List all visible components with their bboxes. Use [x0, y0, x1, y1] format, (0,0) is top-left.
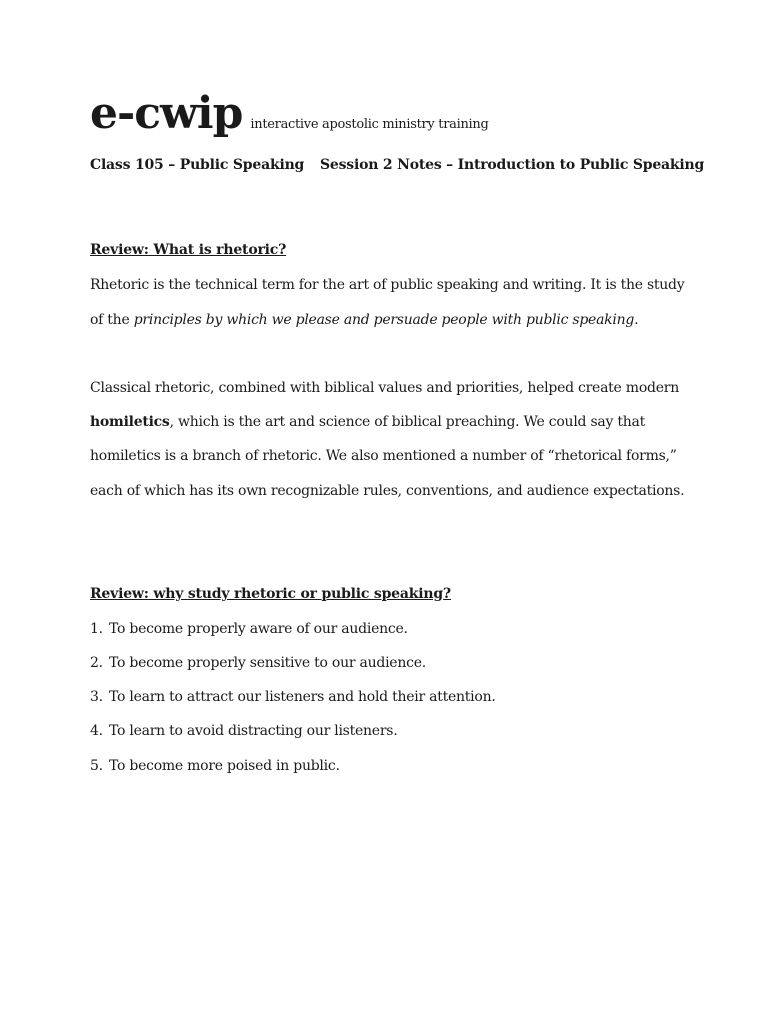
italic-phrase: principles by which we please and persuade people with public speaking — [133, 312, 635, 328]
list-item — [90, 758, 340, 774]
list-text: To learn to avoid distracting our listeners. — [109, 723, 398, 739]
list-item — [90, 655, 426, 671]
list-number: 2. — [90, 655, 103, 671]
paragraph-line: each of which has its own recognizable rules, conventions, and audience expectations. — [90, 483, 685, 499]
bold-term: homiletics — [90, 414, 170, 430]
list-number: 1. — [90, 621, 103, 637]
tagline: interactive apostolic ministry training — [250, 117, 489, 132]
list-text: To become properly sensitive to our audience. — [109, 655, 426, 671]
list-number: 4. — [90, 723, 103, 739]
list-item — [90, 723, 397, 739]
logo-text: e-cwip — [90, 88, 243, 139]
paragraph-line: Rhetoric is the technical term for the art of public speaking and writing. It is the study — [90, 277, 685, 293]
document-header — [90, 88, 488, 139]
list-item — [90, 621, 408, 637]
list-item — [90, 689, 496, 705]
list-text: To become more poised in public. — [109, 758, 340, 774]
paragraph-line: homiletics is a branch of rhetoric. We also mentioned a number of “rhetorical forms,” — [90, 448, 677, 464]
list-text: To learn to attract our listeners and hold their attention. — [109, 689, 496, 705]
text-span: . — [634, 312, 639, 328]
class-title: Class 105 – Public Speaking — [90, 157, 305, 173]
list-text: To become properly aware of our audience. — [109, 621, 408, 637]
section-heading-rhetoric: Review: What is rhetoric? — [90, 242, 287, 258]
list-number: 3. — [90, 689, 103, 705]
text-span: of the — [90, 312, 134, 328]
text-span: , which is the art and science of biblical preaching. We could say that — [169, 414, 645, 430]
paragraph-line: Classical rhetoric, combined with biblical values and priorities, helped create modern — [90, 380, 679, 396]
list-number: 5. — [90, 758, 103, 774]
section-heading-why-study: Review: why study rhetoric or public speaking? — [90, 586, 451, 602]
paragraph-line — [90, 414, 645, 430]
session-title: Session 2 Notes – Introduction to Public Speaking — [320, 157, 705, 173]
paragraph-line — [90, 312, 638, 328]
